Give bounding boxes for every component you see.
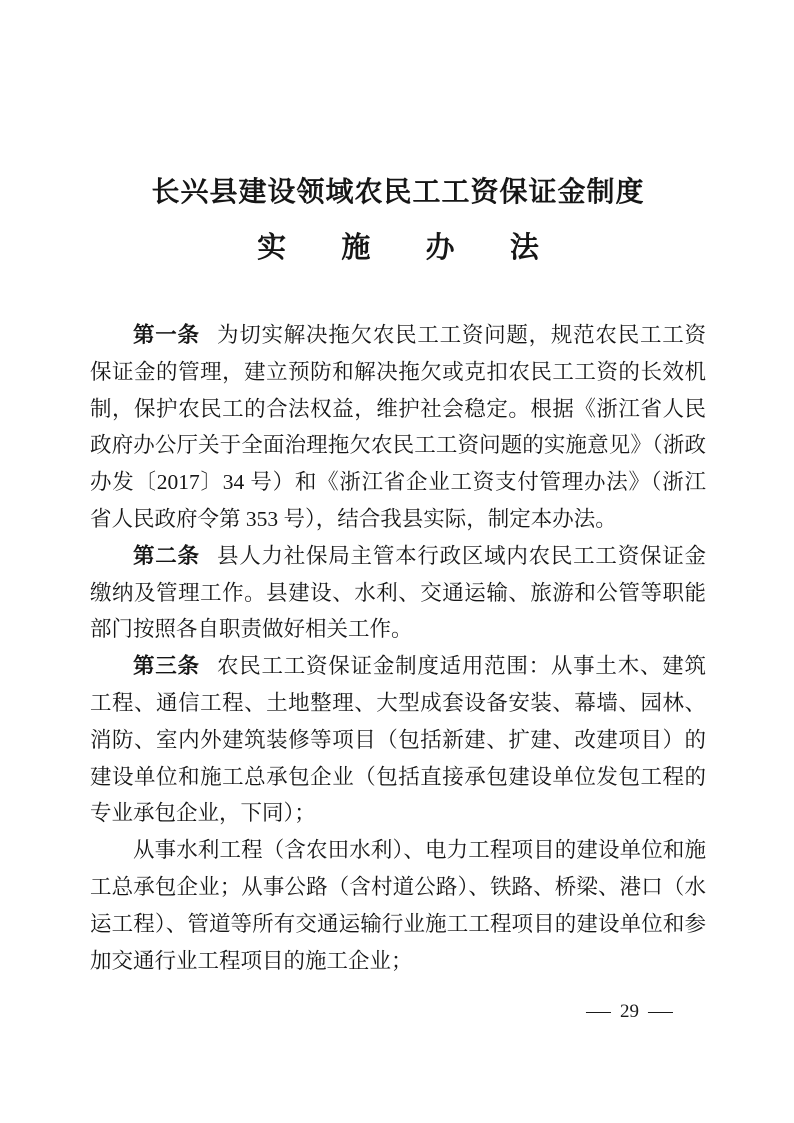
footer-dash-right: — (648, 1001, 673, 1022)
article-1-number: 第一条 (133, 323, 200, 347)
paragraph-article-3 (90, 648, 706, 832)
article-2-number: 第二条 (133, 543, 200, 568)
paragraph-article-2 (90, 538, 706, 648)
document-title: 长兴县建设领域农民工工资保证金制度 (151, 177, 645, 208)
paragraph-article-1 (90, 317, 706, 538)
paragraph-article-3-continued (90, 832, 706, 979)
footer-dash-left: — (586, 1001, 611, 1022)
page-footer (586, 1000, 673, 1024)
page-number: 29 (620, 1001, 639, 1022)
document-subtitle: 实 施 办 法 (257, 232, 563, 264)
article-1-text: 为切实解决拖欠农民工工资问题，规范农民工工资保证金的管理，建立预防和解决拖欠或克扣农民工工资的长效机制，保护农民工的合法权益，维护社会稳定。根据《浙江省人民政府办公厅关于全面治理拖欠农民工工资问题的实施意见》（浙政办发〔2017〕34 号）和《浙江省企业工资支付管理办法》（浙江省人民政府令第 353 号），结合我县实际，制定本办法。 (90, 323, 706, 531)
article-3-number: 第三条 (133, 654, 200, 679)
document-body (90, 317, 706, 979)
article-3-text: 农民工工资保证金制度适用范围：从事土木、建筑工程、通信工程、土地整理、大型成套设备安装、幕墙、园林、消防、室内外建筑装修等项目（包括新建、扩建、改建项目）的建设单位和施工总承包企业（包括直接承包建设单位发包工程的专业承包企业，下同）； (90, 654, 706, 826)
article-2-text: 县人力社保局主管本行政区域内农民工工资保证金缴纳及管理工作。县建设、水利、交通运输、旅游和公管等职能部门按照各自职责做好相关工作。 (90, 543, 706, 642)
article-3-continued-text: 从事水利工程（含农田水利）、电力工程项目的建设单位和施工总承包企业；从事公路（含村道公路）、铁路、桥梁、港口（水运工程）、管道等所有交通运输行业施工工程项目的建设单位和参加交通行业工程项目的施工企业； (90, 838, 706, 973)
